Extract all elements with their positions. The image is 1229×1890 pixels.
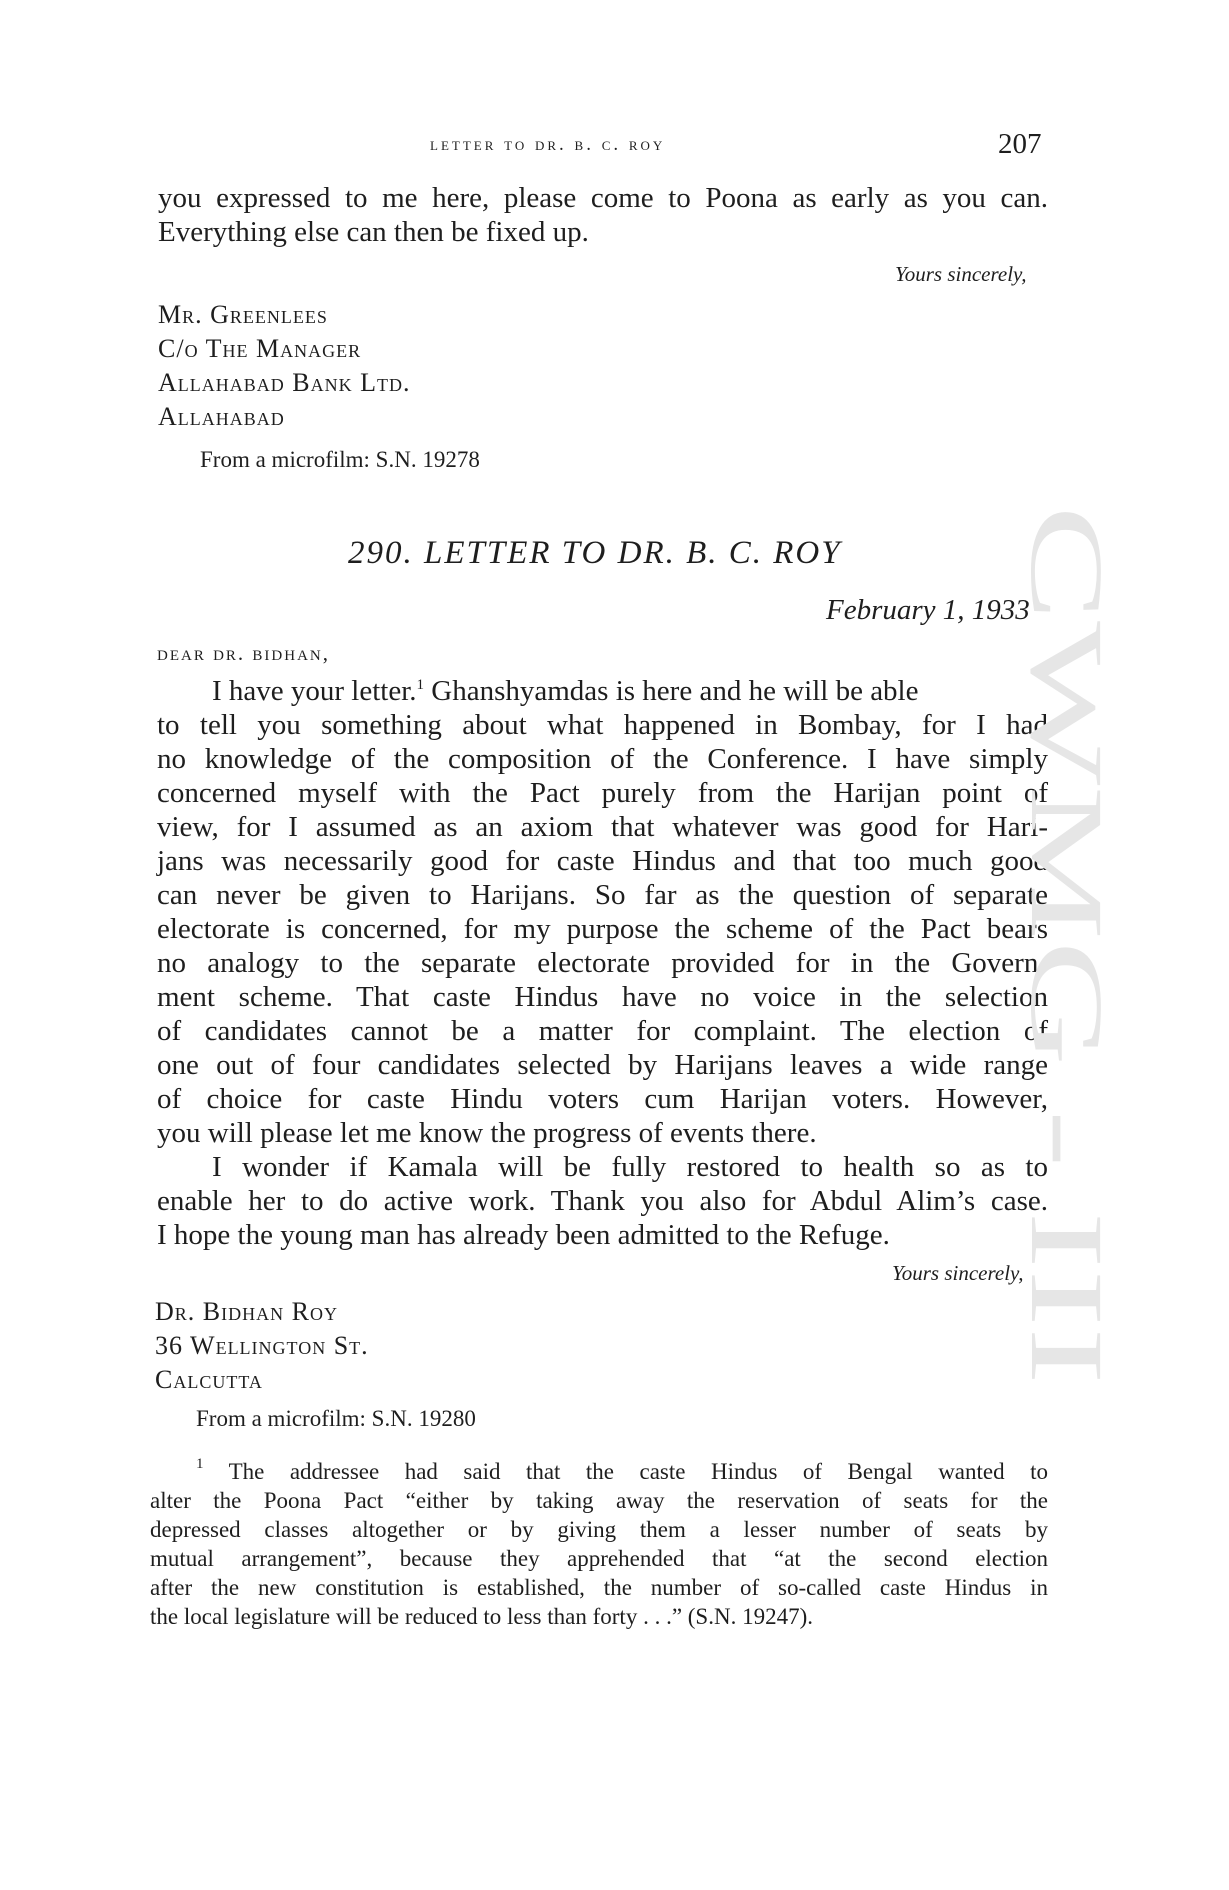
source-note: From a microfilm: S.N. 19280 <box>196 1406 476 1431</box>
body-line: ment scheme. That caste Hindus have no voice in the selection <box>157 981 1048 1013</box>
address-line: 36 Wellington St. <box>155 1331 369 1360</box>
body-line: jans was necessarily good for caste Hindus and that too much good <box>157 845 1048 877</box>
body-text: Ghanshyamdas is here and he will be able <box>424 675 919 707</box>
address-line: Dr. Bidhan Roy <box>155 1297 338 1326</box>
body-line-first <box>212 674 919 708</box>
footnote-text: The addressee had said that the caste Hindus of Bengal wanted to <box>203 1459 1048 1484</box>
address-line: Allahabad <box>158 402 285 431</box>
footnote-line: alter the Poona Pact “either by taking away the reservation of seats for the <box>150 1488 1048 1513</box>
body-line: concerned myself with the Pact purely from the Harijan point of <box>157 777 1048 809</box>
closing-signoff: Yours sincerely, <box>895 262 1027 286</box>
footnote-line: after the new constitution is established, the number of so-called caste Hindus in <box>150 1575 1048 1600</box>
closing-signoff: Yours sincerely, <box>892 1261 1024 1285</box>
body-line: Everything else can then be fixed up. <box>158 216 589 248</box>
body-line: no knowledge of the composition of the Conference. I have simply <box>157 743 1048 775</box>
salutation: dear dr. bidhan, <box>157 641 330 665</box>
watermark-text: CWMG - III <box>1009 505 1124 1031</box>
address-line: Calcutta <box>155 1365 263 1394</box>
address-line: Allahabad Bank Ltd. <box>158 368 411 397</box>
body-line: electorate is concerned, for my purpose the scheme of the Pact bears <box>157 913 1048 945</box>
running-head: letter to dr. b. c. roy <box>430 134 666 155</box>
body-line: I wonder if Kamala will be fully restored to health so as to <box>212 1151 1048 1183</box>
watermark <box>1009 505 1124 1385</box>
body-line: of candidates cannot be a matter for complaint. The election of <box>157 1015 1048 1047</box>
footnote-ref: 1 <box>416 677 425 693</box>
footnote-line: mutual arrangement”, because they apprehended that “at the second election <box>150 1546 1048 1571</box>
body-line: you will please let me know the progress of events there. <box>157 1117 817 1149</box>
body-line: view, for I assumed as an axiom that whatever was good for Hari- <box>157 811 1048 843</box>
footnote-line: depressed classes altogether or by giving them a lesser number of seats by <box>150 1517 1048 1542</box>
page-number: 207 <box>998 128 1042 160</box>
body-line: of choice for caste Hindu voters cum Harijan voters. However, <box>157 1083 1048 1115</box>
body-line: can never be given to Harijans. So far as the question of separate <box>157 879 1048 911</box>
body-line: one out of four candidates selected by Harijans leaves a wide range <box>157 1049 1048 1081</box>
body-line: enable her to do active work. Thank you also for Abdul Alim’s case. <box>157 1185 1048 1217</box>
footnote-marker: 1 <box>196 1456 204 1472</box>
body-line: to tell you something about what happened in Bombay, for I had <box>157 709 1048 741</box>
body-line: I hope the young man has already been admitted to the Refuge. <box>157 1219 890 1251</box>
letter-date: February 1, 1933 <box>826 594 1030 626</box>
footnote-line-first <box>196 1457 1048 1486</box>
body-text: I have your letter. <box>212 675 417 707</box>
footnote-line: the local legislature will be reduced to less than forty . . .” (S.N. 19247). <box>150 1604 813 1629</box>
address-line: Mr. Greenlees <box>158 300 328 329</box>
body-line: no analogy to the separate electorate provided for in the Govern- <box>157 947 1048 979</box>
body-line: you expressed to me here, please come to Poona as early as you can. <box>158 182 1048 214</box>
source-note: From a microfilm: S.N. 19278 <box>200 447 480 472</box>
letter-heading: 290. LETTER TO DR. B. C. ROY <box>348 535 842 571</box>
address-line: C/o The Manager <box>158 334 362 363</box>
